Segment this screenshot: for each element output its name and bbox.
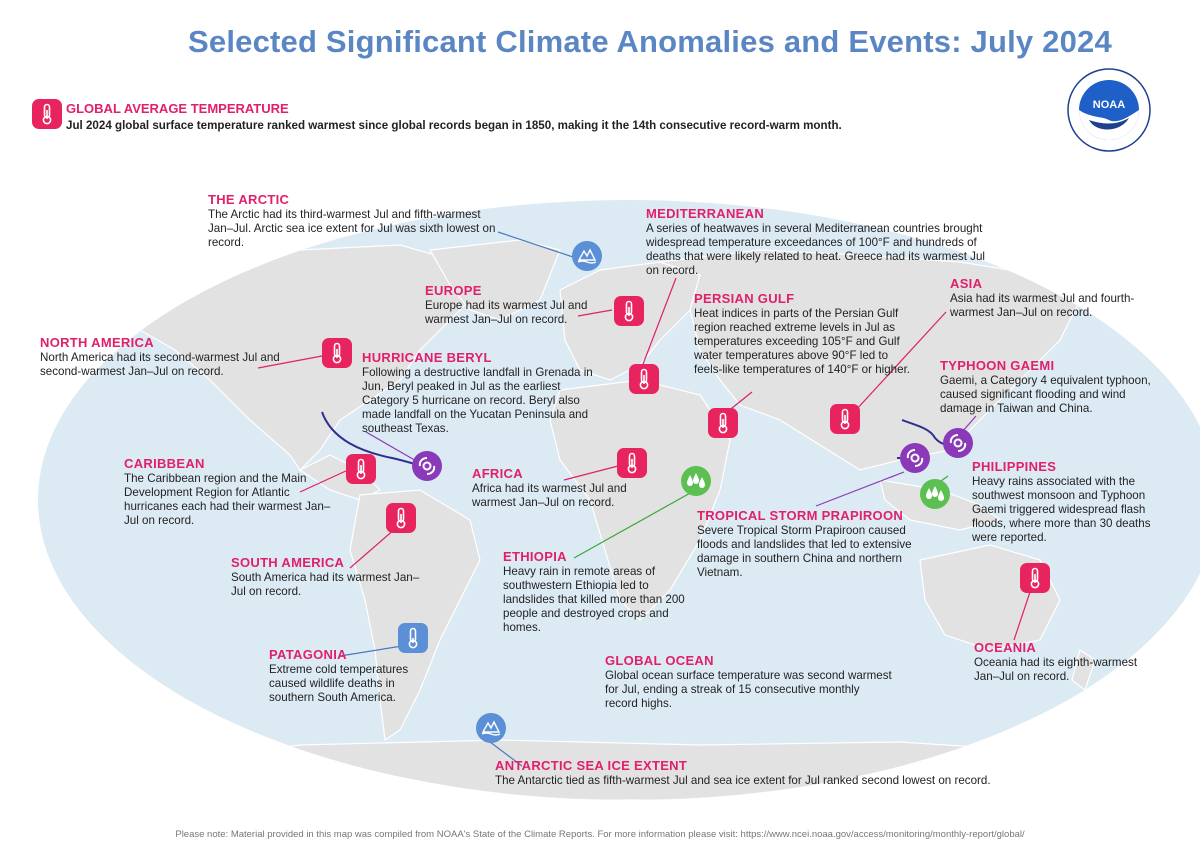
callout-mediterranean	[646, 206, 986, 278]
footnote: Please note: Material provided in this map was compiled from NOAA's State of the Climate Reports. For more information please visit: https://www.ncei.noaa.gov/access/monitoring/monthly-report/global/	[175, 829, 1025, 840]
caribbean-thermometer-icon	[346, 454, 376, 484]
callout-heading: PHILIPPINES	[972, 459, 1057, 474]
callout-caribbean	[124, 456, 334, 528]
callout-heading: NORTH AMERICA	[40, 335, 154, 350]
callout-oceania	[974, 640, 1164, 684]
callout-text: Heavy rain in remote areas of southwestern Ethiopia led to landslides that killed more than 200 people and destroyed crops and homes.	[503, 565, 685, 634]
callout-heading: SOUTH AMERICA	[231, 555, 345, 570]
callout-heading: OCEANIA	[974, 640, 1037, 655]
patagonia-cold-thermometer-icon	[398, 623, 428, 653]
callout-text: The Arctic had its third-warmest Jul and fifth-warmest Jan–Jul. Arctic sea ice extent for Jul was sixth lowest on record.	[208, 208, 496, 249]
callout-arctic	[208, 192, 508, 250]
callout-heading: GLOBAL OCEAN	[605, 653, 714, 668]
callout-typhoon-gaemi	[940, 358, 1170, 416]
africa-thermometer-icon	[617, 448, 647, 478]
antarctic-sea-ice-icon	[476, 713, 506, 743]
callout-text: South America had its warmest Jan–Jul on record.	[231, 571, 420, 598]
oceania-thermometer-icon	[1020, 563, 1050, 593]
callout-text: Asia had its warmest Jul and fourth-warmest Jan–Jul on record.	[950, 292, 1135, 319]
callout-heading: TYPHOON GAEMI	[940, 358, 1055, 373]
south-america-thermometer-icon	[386, 503, 416, 533]
arctic-sea-ice-icon	[572, 241, 602, 271]
callout-heading: PERSIAN GULF	[694, 291, 795, 306]
callout-text: The Antarctic tied as fifth-warmest Jul and sea ice extent for Jul ranked second lowest on record.	[495, 774, 991, 787]
callout-text: Africa had its warmest Jul and warmest Jan–Jul on record.	[472, 482, 627, 509]
callout-heading: MEDITERRANEAN	[646, 206, 765, 221]
callout-heading: CARIBBEAN	[124, 456, 205, 471]
callout-heading: TROPICAL STORM PRAPIROON	[697, 508, 904, 523]
callout-tropical-storm-prapiroon	[697, 508, 937, 580]
callout-heading: PATAGONIA	[269, 647, 347, 662]
callout-text: Oceania had its eighth-warmest Jan–Jul on record.	[974, 656, 1138, 683]
callout-asia	[950, 276, 1160, 320]
callout-global-ocean	[605, 653, 895, 711]
callout-philippines	[972, 459, 1172, 545]
callout-north-america	[40, 335, 280, 379]
persian-gulf-thermometer-icon	[708, 408, 738, 438]
philippines-rain-icon	[920, 479, 950, 509]
page-title: Selected Significant Climate Anomalies and Events: July 2024	[188, 24, 1112, 59]
ethiopia-rain-icon	[681, 466, 711, 496]
callout-heading: HURRICANE BERYL	[362, 350, 492, 365]
callout-text: Heavy rains associated with the southwest monsoon and Typhoon Gaemi triggered widespread flash floods, where more than 30 deaths were reported.	[972, 475, 1151, 544]
callout-persian-gulf	[694, 291, 914, 377]
callout-text: North America had its second-warmest Jul and second-warmest Jan–Jul on record.	[40, 351, 280, 378]
callout-heading: THE ARCTIC	[208, 192, 290, 207]
callout-text: Europe had its warmest Jul and warmest Jan–Jul on record.	[425, 299, 588, 326]
callout-text: The Caribbean region and the Main Development Region for Atlantic hurricanes each had their warmest Jan–Jul on record.	[124, 472, 331, 527]
callout-heading: EUROPE	[425, 283, 482, 298]
callout-text: A series of heatwaves in several Mediterranean countries brought widespread temperature exceedances of 100°F and hundreds of deaths that were likely related to heat. Greece had its warmest Jul on record.	[646, 222, 985, 277]
north-america-thermometer-icon	[322, 338, 352, 368]
callout-ethiopia	[503, 549, 703, 635]
callout-heading: ASIA	[950, 276, 983, 291]
mediterranean-thermometer-icon	[629, 364, 659, 394]
callout-text: Severe Tropical Storm Prapiroon caused floods and landslides that led to extensive damage in southern China and northern Vietnam.	[697, 524, 912, 579]
gat-text: Jul 2024 global surface temperature ranked warmest since global records began in 1850, making it the 14th consecutive record-warm month.	[66, 119, 842, 132]
callout-heading: AFRICA	[472, 466, 523, 481]
svg-text:NOAA: NOAA	[1092, 99, 1126, 111]
callout-text: Global ocean surface temperature was second warmest for Jul, ending a streak of 15 consecutive monthly record highs.	[605, 669, 892, 710]
callout-europe	[425, 283, 605, 327]
asia-thermometer-icon	[830, 404, 860, 434]
callout-heading: ANTARCTIC SEA ICE EXTENT	[495, 758, 688, 773]
global-average-temperature	[66, 101, 842, 132]
gat-thermometer-icon	[32, 99, 62, 129]
beryl-hurricane-icon	[412, 451, 442, 481]
callout-antarctic	[495, 758, 1055, 788]
callout-south-america	[231, 555, 421, 599]
callout-text: Heat indices in parts of the Persian Gulf region reached extreme levels in Jul as temperatures exceeding 105°F and Gulf water temperatures above 90°F led to feels-like temperatures of 140°F or higher.	[694, 307, 911, 376]
prapiroon-hurricane-icon	[900, 443, 930, 473]
callout-text: Extreme cold temperatures caused wildlife deaths in southern South America.	[269, 663, 409, 704]
callout-text: Following a destructive landfall in Grenada in Jun, Beryl peaked in Jul as the earliest Category 5 hurricane on record. Beryl also made landfall on the Yucatan Peninsula and southeast Texas.	[362, 366, 593, 435]
callout-patagonia	[269, 647, 429, 705]
callout-text: Gaemi, a Category 4 equivalent typhoon, caused significant flooding and wind damage in Taiwan and China.	[940, 374, 1151, 415]
noaa-logo	[1067, 68, 1151, 152]
gaemi-hurricane-icon	[943, 428, 973, 458]
callout-heading: ETHIOPIA	[503, 549, 567, 564]
callout-hurricane-beryl	[362, 350, 602, 436]
gat-heading: GLOBAL AVERAGE TEMPERATURE	[66, 101, 289, 116]
europe-thermometer-icon	[614, 296, 644, 326]
